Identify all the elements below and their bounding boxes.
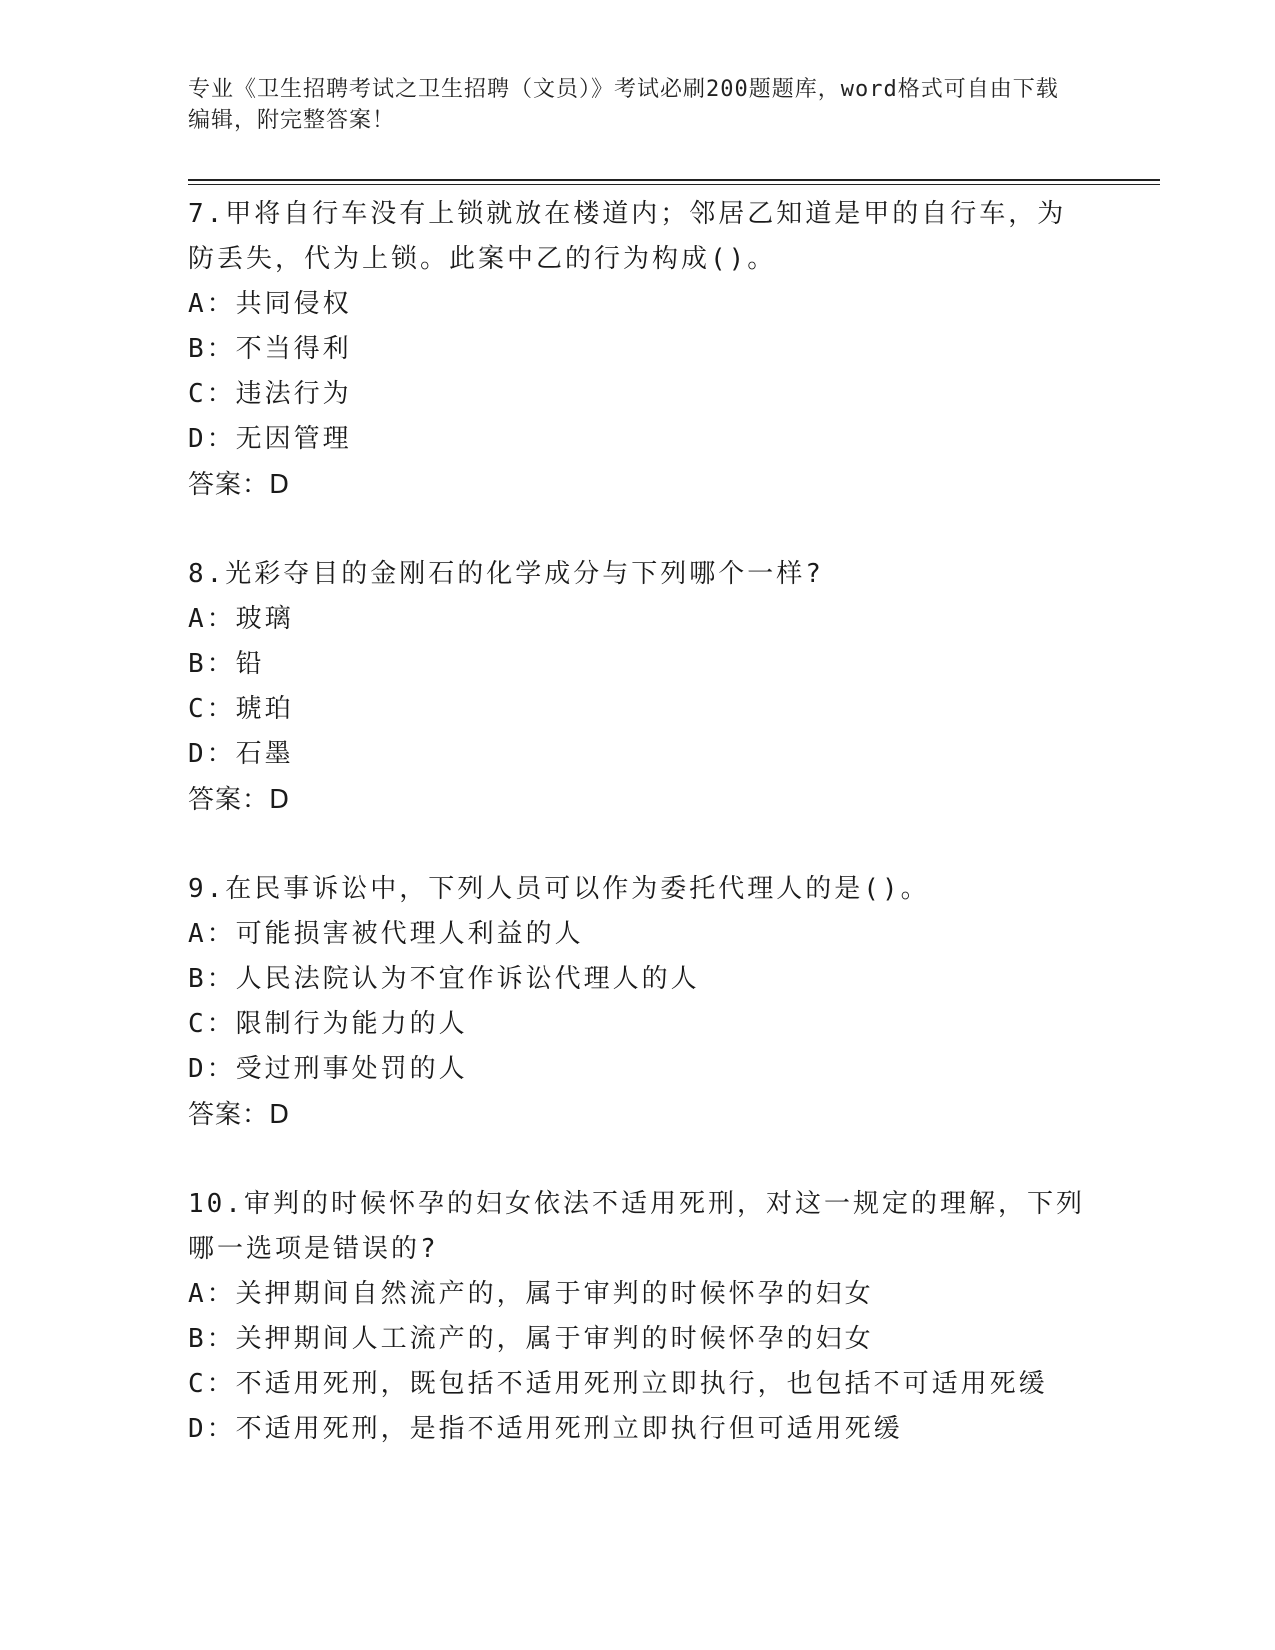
answer-line: 答案：D (188, 470, 291, 500)
answer-line: 答案：D (188, 1100, 291, 1130)
question-stem: 9.在民事诉讼中，下列人员可以作为委托代理人的是()。 (188, 874, 930, 904)
option-c: C：不适用死刑，既包括不适用死刑立即执行，也包括不可适用死缓 (188, 1369, 1048, 1399)
question-10 (188, 1182, 1088, 1452)
option-b: B：铅 (188, 649, 265, 679)
option-c: C：琥珀 (188, 694, 294, 724)
answer-line: 答案：D (188, 785, 291, 815)
option-a: A：共同侵权 (188, 289, 352, 319)
option-c: C：违法行为 (188, 379, 352, 409)
question-stem: 7.甲将自行车没有上锁就放在楼道内；邻居乙知道是甲的自行车，为防丢失，代为上锁。此案中乙的行为构成()。 (188, 199, 1067, 274)
question-9 (188, 867, 1088, 1138)
question-stem: 10.审判的时候怀孕的妇女依法不适用死刑，对这一规定的理解，下列哪一选项是错误的? (188, 1189, 1085, 1264)
header-rule-thick (188, 179, 1160, 181)
option-d: D：受过刑事处罚的人 (188, 1054, 468, 1084)
option-b: B：人民法院认为不宜作诉讼代理人的人 (188, 964, 700, 994)
option-a: A：可能损害被代理人利益的人 (188, 919, 584, 949)
document-header: 专业《卫生招聘考试之卫生招聘（文员）》考试必刷200题题库，word格式可自由下载编辑，附完整答案！ (188, 77, 1059, 133)
option-d: D：石墨 (188, 739, 294, 769)
question-list (188, 192, 1088, 1496)
option-a: A：玻璃 (188, 604, 294, 634)
option-c: C：限制行为能力的人 (188, 1009, 468, 1039)
option-b: B：关押期间人工流产的，属于审判的时候怀孕的妇女 (188, 1324, 874, 1354)
option-d: D：无因管理 (188, 424, 352, 454)
option-a: A：关押期间自然流产的，属于审判的时候怀孕的妇女 (188, 1279, 874, 1309)
option-b: B：不当得利 (188, 334, 352, 364)
question-stem: 8.光彩夺目的金刚石的化学成分与下列哪个一样? (188, 559, 824, 589)
question-7 (188, 192, 1088, 508)
header-rule-thin (188, 184, 1160, 185)
question-8 (188, 552, 1088, 823)
option-d: D：不适用死刑，是指不适用死刑立即执行但可适用死缓 (188, 1414, 903, 1444)
